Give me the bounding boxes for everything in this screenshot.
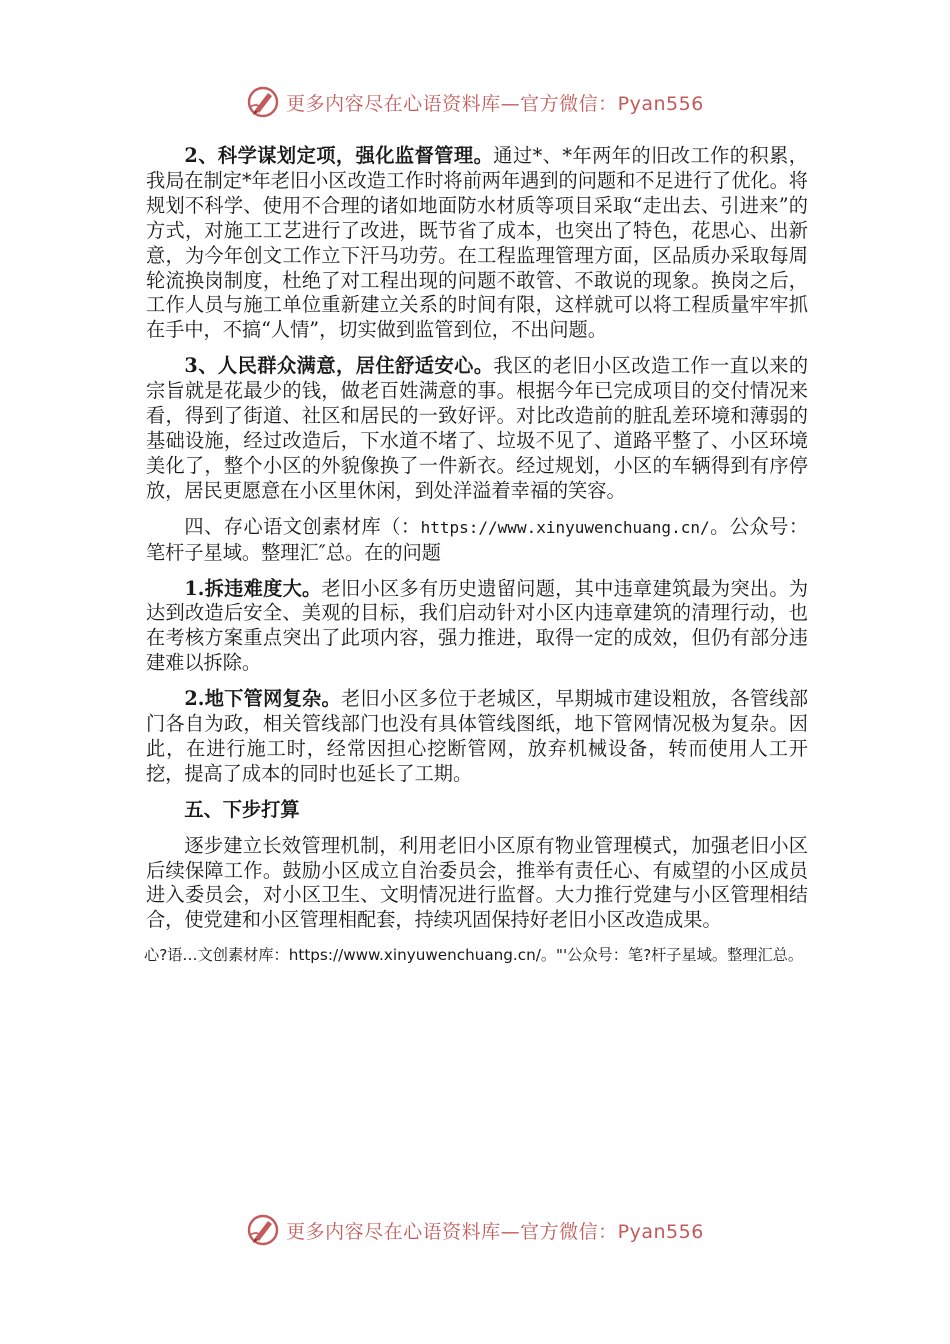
banner-text: 更多内容尽在心语资料库—官方微信：Pyan556	[286, 1220, 704, 1243]
header-banner	[0, 82, 950, 122]
footer-banner	[0, 1210, 950, 1250]
paragraph-3: 3、人民群众满意，居住舒适安心。我区的老旧小区改造工作一直以来的宗旨就是花最少的钱，做老百姓满意的事。根据今年已完成项目的交付情况来看，得到了街道、社区和居民的一致好评。对比改造前的脏乱差环境和薄弱的基础设施，经过改造后，下水道不堵了、垃圾不见了、道路平整了、小区环境美化了，整个小区的外貌像换了一件新衣。经过规划，小区的车辆得到有序停放，居民更愿意在小区里休闲，到处洋溢着幸福的笑容。	[146, 354, 809, 502]
wechat-id: Pyan556	[617, 92, 704, 115]
paragraph-2: 2、科学谋划定项，强化监督管理。通过*、*年两年的旧改工作的积累，我局在制定*年老旧小区改造工作时将前两年遇到的问题和不足进行了优化。将规划不科学、使用不合理的诸如地面防水材质等项目采取“走出去、引进来”的方式，对施工工艺进行了改进，既节省了成本，也突出了特色，花思心、出新意，为今年创文工作立下汗马功劳。在工程监理管理方面，区品质办采取每周轮流换岗制度，杜绝了对工程出现的问题不敢管、不敢说的现象。换岗之后，工作人员与施工单位重新建立关系的时间有限，这样就可以将工程质量牢牢抓在手中，不搞“人情”，切实做到监管到位，不出问题。	[146, 144, 808, 342]
paragraph-problem-1: 1.拆违难度大。老旧小区多有历史遗留问题，其中违章建筑最为突出。为达到改造后安全、美观的目标，我们启动针对小区内违章建筑的清理行动，也在考核方案重点突出了此项内容，强力推进，取得一定的成效，但仍有部分违建难以拆除。	[146, 576, 809, 675]
paragraph-2-heading: 2、科学谋划定项，强化监督管理。	[184, 144, 494, 167]
footer-note: 心?语…文创素材库：https://www.xinyuwenchuang.cn/。"'公众号：笔?杆子星域。整理汇总。	[144, 946, 804, 965]
section-4-title: 四、存心语文创素材库（：https://www.xinyuwenchuang.cn/。公众号：笔杆子星域。整理汇″总。在的问题	[146, 514, 809, 564]
problem-2-heading: 2.地下管网复杂。	[184, 687, 341, 711]
paragraph-problem-2: 2.地下管网复杂。老旧小区多位于老城区，早期城市建设粗放，各管线部门各自为政，相关管线部门也没有具体管线图纸，地下管网情况极为复杂。因此，在进行施工时，经常因担心挖断管网，放弃机械设备，转而使用人工开挖，提高了成本的同时也延长了工期。	[146, 687, 809, 785]
section-5-heading: 五、下步打算	[184, 797, 300, 821]
pen-logo-icon	[246, 85, 280, 119]
pen-logo-icon	[246, 1213, 280, 1247]
paragraph-plan: 逐步建立长效管理机制，利用老旧小区原有物业管理模式，加强老旧小区后续保障工作。鼓励小区成立自治委员会，推举有责任心、有威望的小区成员进入委员会，对小区卫生、文明情况进行监督。大力推行党建与小区管理相结合，使党建和小区管理相配套，持续巩固保持好老旧小区改造成果。	[146, 833, 808, 932]
section-4-url: https://www.xinyuwenchuang.cn/	[420, 517, 710, 537]
wechat-id: Pyan556	[617, 1220, 704, 1243]
document-body	[146, 144, 808, 966]
paragraph-3-heading: 3、人民群众满意，居住舒适安心。	[184, 354, 494, 378]
banner-text: 更多内容尽在心语资料库—官方微信：Pyan556	[286, 92, 704, 115]
problem-1-heading: 1.拆违难度大。	[184, 576, 322, 600]
